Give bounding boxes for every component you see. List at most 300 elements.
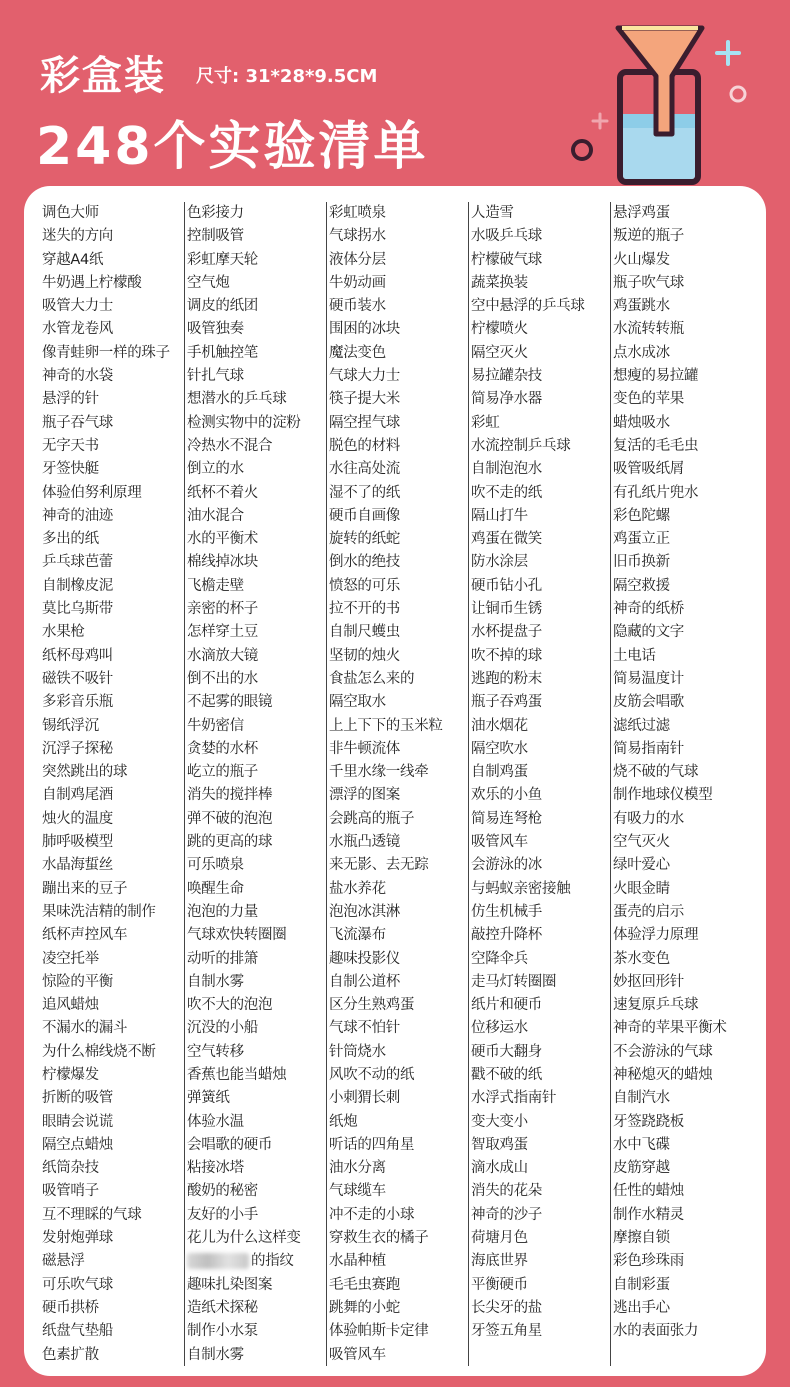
experiment-name: 水杯提盘子: [471, 624, 542, 641]
experiment-item: [187, 575, 326, 598]
experiment-name: 水果枪: [42, 624, 85, 641]
experiment-item: [329, 412, 468, 435]
experiment-name: 趣味扎染图案: [187, 1276, 273, 1293]
experiment-item: [42, 878, 184, 901]
experiment-item: [613, 1064, 752, 1087]
experiment-name: 彩色陀螺: [613, 507, 670, 524]
experiment-name: 穿越A4纸: [42, 251, 104, 268]
experiment-item: [329, 272, 468, 295]
experiment-name: 敲控升降杯: [471, 927, 542, 944]
experiment-item: [187, 1227, 326, 1250]
experiment-name: 神奇的苹果平衡术: [613, 1020, 727, 1037]
experiment-name: 小刺猬长刺: [329, 1090, 400, 1107]
experiment-item: [613, 295, 752, 318]
experiment-item: [42, 249, 184, 272]
experiment-name: 食盐怎么来的: [329, 670, 415, 687]
experiment-name: 油水分离: [329, 1160, 386, 1177]
experiment-name: 针筒烧水: [329, 1043, 386, 1060]
experiment-item: [187, 272, 326, 295]
experiment-item: [329, 924, 468, 947]
experiment-item: [187, 1274, 326, 1297]
experiment-name: 水吸乒乓球: [471, 228, 542, 245]
experiment-name: 听话的四角星: [329, 1136, 415, 1153]
experiment-item: [471, 249, 610, 272]
experiment-item: [471, 272, 610, 295]
experiment-name: 人造雪: [471, 205, 514, 221]
experiment-name: 牛奶动画: [329, 274, 386, 291]
experiment-name: 智取鸡蛋: [471, 1136, 528, 1153]
experiment-name: 蔬菜换装: [471, 274, 528, 291]
experiment-item: [471, 738, 610, 761]
experiment-name: 水中飞碟: [613, 1136, 670, 1153]
experiment-name: 动听的排箫: [187, 950, 258, 967]
experiment-item: [613, 621, 752, 644]
experiment-name: 变大变小: [471, 1113, 528, 1130]
experiment-name: 倒不出的水: [187, 670, 258, 687]
experiment-item: [329, 761, 468, 784]
experiment-name: 可乐吹气球: [42, 1276, 113, 1293]
experiment-name: 自制鸡蛋: [471, 764, 528, 781]
experiment-item: [187, 225, 326, 248]
experiment-item: [613, 971, 752, 994]
experiment-item: [613, 1017, 752, 1040]
experiment-item: [187, 854, 326, 877]
experiment-name: 惊险的平衡: [42, 973, 113, 990]
experiment-name: 水滴放大镜: [187, 647, 258, 664]
experiment-name: 水流转转瓶: [613, 321, 684, 338]
experiment-name: 硬币装水: [329, 298, 386, 315]
experiment-name: 鸡蛋跳水: [613, 298, 670, 315]
experiment-item: [329, 808, 468, 831]
experiment-name: 变色的苹果: [613, 391, 684, 408]
experiment-item: [42, 318, 184, 341]
experiment-item: [187, 1111, 326, 1134]
experiment-item: [42, 994, 184, 1017]
experiment-item: [42, 1344, 184, 1367]
experiment-item: [187, 1017, 326, 1040]
experiment-name: 坚韧的烛火: [329, 647, 400, 664]
experiment-item: [187, 878, 326, 901]
experiment-column-1: [42, 202, 184, 1366]
experiment-item: [471, 435, 610, 458]
experiment-name: 纸杯声控风车: [42, 927, 128, 944]
experiment-name: 肺呼吸模型: [42, 834, 113, 851]
experiment-item: [471, 1250, 610, 1273]
experiment-name: 速复原乒乓球: [613, 997, 699, 1014]
experiment-item: [187, 761, 326, 784]
experiment-item: [329, 482, 468, 505]
experiment-item: [471, 482, 610, 505]
experiment-name: 会唱歌的硬币: [187, 1136, 273, 1153]
experiment-name: 滴水成山: [471, 1160, 528, 1177]
experiment-name: 长尖牙的盐: [471, 1299, 542, 1316]
experiment-name: 空气灭火: [613, 834, 670, 851]
experiment-item: [613, 1180, 752, 1203]
experiment-item: [42, 225, 184, 248]
experiment-item: [42, 948, 184, 971]
experiment-name: 易拉罐杂技: [471, 368, 542, 385]
experiment-item: [613, 761, 752, 784]
experiment-item: [613, 528, 752, 551]
experiment-name: 体验浮力原理: [613, 927, 699, 944]
experiment-name: 神秘熄灭的蜡烛: [613, 1066, 713, 1083]
experiment-item: [329, 878, 468, 901]
experiment-item: [471, 225, 610, 248]
experiment-item: [613, 435, 752, 458]
experiment-name: 茶水变色: [613, 950, 670, 967]
experiment-item: [471, 528, 610, 551]
experiment-item: [613, 1297, 752, 1320]
experiment-item: [471, 1180, 610, 1203]
experiment-item: [613, 225, 752, 248]
experiment-item: [613, 575, 752, 598]
experiment-name: 消失的搅拌棒: [187, 787, 273, 804]
experiment-item: [187, 295, 326, 318]
experiment-name: 牛奶遇上柠檬酸: [42, 274, 142, 291]
experiment-item: [187, 388, 326, 411]
experiment-item: [329, 551, 468, 574]
experiment-item: [329, 1204, 468, 1227]
experiment-item: [613, 551, 752, 574]
experiment-item: [471, 1274, 610, 1297]
experiment-name: 弹不破的泡泡: [187, 810, 273, 827]
experiment-name: 来无影、去无踪: [329, 857, 429, 874]
experiment-item: [187, 412, 326, 435]
experiment-name: 牙签跷跷板: [613, 1113, 684, 1130]
experiment-item: [613, 1204, 752, 1227]
box-type-title: 彩盒装: [40, 53, 166, 99]
experiment-name: 拉不开的书: [329, 601, 400, 618]
experiment-item: [187, 994, 326, 1017]
experiment-item: [613, 878, 752, 901]
experiment-name: 自制橡皮泥: [42, 577, 113, 594]
funnel-beaker-icon: [560, 14, 760, 189]
experiment-name: 锡纸浮沉: [42, 717, 99, 734]
experiment-name: 果味洗洁精的制作: [42, 903, 156, 920]
experiment-name: 会跳高的瓶子: [329, 810, 415, 827]
experiment-name: 鸡蛋立正: [613, 531, 670, 548]
experiment-item: [329, 831, 468, 854]
experiment-item: [42, 388, 184, 411]
experiment-name: 体验帕斯卡定律: [329, 1323, 429, 1340]
experiment-name: 调皮的纸团: [187, 298, 258, 315]
experiment-item: [187, 1180, 326, 1203]
experiment-name: 发射炮弹球: [42, 1230, 113, 1247]
experiment-item: [42, 761, 184, 784]
experiment-name: 折断的吸管: [42, 1090, 113, 1107]
experiment-name: 千里水缘一线牵: [329, 764, 429, 781]
experiment-item: [329, 365, 468, 388]
experiment-name: 制作地球仪模型: [613, 787, 713, 804]
experiment-item: [329, 784, 468, 807]
experiment-name: 简易指南针: [613, 740, 684, 757]
experiment-item: [613, 948, 752, 971]
experiment-name: 色彩接力: [187, 205, 244, 221]
experiment-item: [187, 1064, 326, 1087]
experiment-item: [42, 924, 184, 947]
experiment-item: [187, 784, 326, 807]
experiment-name: 气球缆车: [329, 1183, 386, 1200]
experiment-item: [613, 784, 752, 807]
experiment-item: [471, 691, 610, 714]
experiment-name: 与蚂蚁亲密接触: [471, 880, 571, 897]
experiment-name: 跳舞的小蛇: [329, 1299, 400, 1316]
experiment-item: [187, 1134, 326, 1157]
experiment-name: 想瘦的易拉罐: [613, 368, 699, 385]
experiment-item: [613, 1250, 752, 1273]
experiment-item: [187, 482, 326, 505]
experiment-name: 空气炮: [187, 274, 230, 291]
experiment-name: 简易温度计: [613, 670, 684, 687]
experiment-item: [471, 924, 610, 947]
experiment-name: 复活的毛毛虫: [613, 437, 699, 454]
experiment-name: 土电话: [613, 647, 656, 664]
experiment-name: 自制尺蠖虫: [329, 624, 400, 641]
experiment-item: [471, 621, 610, 644]
experiment-name: 手机触控笔: [187, 344, 258, 361]
experiment-name: 色素扩散: [42, 1346, 99, 1363]
experiment-name: 悬浮的针: [42, 391, 99, 408]
experiment-item: [329, 1274, 468, 1297]
experiment-item: [471, 458, 610, 481]
experiment-name: 乒乓球芭蕾: [42, 554, 113, 571]
experiment-item: [329, 575, 468, 598]
experiment-name: 友好的小手: [187, 1206, 258, 1223]
experiment-name: 脱色的材料: [329, 437, 400, 454]
experiment-item: [187, 1087, 326, 1110]
experiment-name: 自制水雾: [187, 1346, 244, 1363]
experiment-name: 水往高处流: [329, 461, 400, 478]
experiment-item: [471, 1227, 610, 1250]
experiment-item: [329, 1320, 468, 1343]
experiment-name: 上上下下的玉米粒: [329, 717, 443, 734]
experiment-name: 神奇的沙子: [471, 1206, 542, 1223]
experiment-item: [471, 1111, 610, 1134]
experiment-item: [42, 831, 184, 854]
experiment-item: [471, 808, 610, 831]
experiment-item: [329, 691, 468, 714]
experiment-name: 仿生机械手: [471, 903, 542, 920]
experiment-name: 无字天书: [42, 437, 99, 454]
experiment-item: [329, 225, 468, 248]
experiment-item: [471, 575, 610, 598]
experiment-item: [329, 1297, 468, 1320]
experiment-name: 水流控制乒乓球: [471, 437, 571, 454]
experiment-item: [613, 924, 752, 947]
experiment-name: 花儿为什么这样变: [187, 1230, 301, 1247]
experiment-name: 牙签快艇: [42, 461, 99, 478]
experiment-name: 吹不大的泡泡: [187, 997, 273, 1014]
experiment-name: 多出的纸: [42, 531, 99, 548]
experiment-name: 追风蜡烛: [42, 997, 99, 1014]
experiment-item: [187, 924, 326, 947]
experiment-name: 莫比乌斯带: [42, 601, 113, 618]
experiment-name: 牛奶密信: [187, 717, 244, 734]
experiment-item: [613, 854, 752, 877]
experiment-item: [613, 458, 752, 481]
experiment-item: [42, 202, 184, 225]
experiment-item: [42, 435, 184, 458]
experiment-name: 可乐喷泉: [187, 857, 244, 874]
experiment-item: [329, 1227, 468, 1250]
experiment-name: 柠檬爆发: [42, 1066, 99, 1083]
experiment-name: 荷塘月色: [471, 1230, 528, 1247]
experiment-item: [187, 948, 326, 971]
experiment-item: [613, 202, 752, 225]
experiment-item: [42, 1134, 184, 1157]
experiment-item: [329, 249, 468, 272]
experiment-name: 简易连弩枪: [471, 810, 542, 827]
experiment-item: [187, 528, 326, 551]
experiment-item: [613, 1320, 752, 1343]
experiment-name: 消失的花朵: [471, 1183, 542, 1200]
experiment-name: 位移运水: [471, 1020, 528, 1037]
experiment-item: [329, 621, 468, 644]
experiment-name: 彩色珍珠雨: [613, 1253, 684, 1270]
experiment-item: [42, 458, 184, 481]
experiment-name: 火眼金睛: [613, 880, 670, 897]
experiment-name: 的指纹: [251, 1253, 294, 1270]
experiment-name: 水晶种植: [329, 1253, 386, 1270]
experiment-item: [329, 645, 468, 668]
experiment-item: [471, 854, 610, 877]
experiment-item: [613, 808, 752, 831]
experiment-item: [329, 1134, 468, 1157]
experiment-name: 吸管独奏: [187, 321, 244, 338]
experiment-item: [613, 318, 752, 341]
experiment-item: [329, 318, 468, 341]
experiment-item: [471, 598, 610, 621]
experiment-name: 气球拐水: [329, 228, 386, 245]
experiment-name: 纸杯母鸡叫: [42, 647, 113, 664]
experiment-name: 为什么棉线烧不断: [42, 1043, 156, 1060]
experiment-name: 神奇的纸桥: [613, 601, 684, 618]
experiment-item: [42, 668, 184, 691]
experiment-name: 皮筋穿越: [613, 1160, 670, 1177]
experiment-name: 湿不了的纸: [329, 484, 400, 501]
experiment-item: [42, 505, 184, 528]
experiment-item: [613, 342, 752, 365]
experiment-item: [42, 1250, 184, 1273]
experiment-item: [187, 808, 326, 831]
experiment-name: 海底世界: [471, 1253, 528, 1270]
experiment-name: 逃出手心: [613, 1299, 670, 1316]
experiment-item: [187, 621, 326, 644]
experiment-name: 互不理睬的气球: [42, 1206, 142, 1223]
experiment-item: [471, 1157, 610, 1180]
experiment-item: [329, 994, 468, 1017]
experiment-item: [187, 318, 326, 341]
experiment-name: 盐水养花: [329, 880, 386, 897]
experiment-item: [329, 598, 468, 621]
experiment-item: [187, 202, 326, 225]
experiment-name: 鸡蛋在微笑: [471, 531, 542, 548]
experiment-item: [613, 249, 752, 272]
experiment-item: [613, 505, 752, 528]
experiment-item: [613, 831, 752, 854]
experiment-item: [471, 948, 610, 971]
experiment-name: 硬币大翻身: [471, 1043, 542, 1060]
experiment-item: [613, 482, 752, 505]
experiment-name: 检测实物中的淀粉: [187, 414, 301, 431]
experiment-item: [471, 1297, 610, 1320]
experiment-name: 妙抠回形针: [613, 973, 684, 990]
experiment-item: [329, 295, 468, 318]
experiment-item: [471, 715, 610, 738]
experiment-item: [471, 388, 610, 411]
experiment-item: [329, 948, 468, 971]
experiment-name: 戳不破的纸: [471, 1066, 542, 1083]
experiment-name: 走马灯转圈圈: [471, 973, 557, 990]
experiment-name: 屹立的瓶子: [187, 764, 258, 781]
experiment-name: 隔空灭火: [471, 344, 528, 361]
experiment-column-5: [610, 202, 752, 1366]
experiment-name: 筷子提大米: [329, 391, 400, 408]
experiment-item: [471, 412, 610, 435]
experiment-name: 沉浮子探秘: [42, 740, 113, 757]
experiment-item: [187, 458, 326, 481]
experiment-item: [42, 598, 184, 621]
experiment-column-2: [184, 202, 326, 1366]
experiment-item: [42, 1111, 184, 1134]
experiment-name: 制作小水泵: [187, 1323, 258, 1340]
experiment-name: 气球不怕针: [329, 1020, 400, 1037]
experiment-item: [42, 621, 184, 644]
experiment-name: 水晶海蜇丝: [42, 857, 113, 874]
experiment-item: [42, 412, 184, 435]
experiment-item: [187, 342, 326, 365]
experiment-item: [329, 1064, 468, 1087]
experiment-name: 调色大师: [42, 205, 99, 221]
experiment-name: 愤怒的可乐: [329, 577, 400, 594]
experiment-name: 眼睛会说谎: [42, 1113, 113, 1130]
experiment-list-card: [24, 186, 766, 1376]
experiment-item: [613, 1134, 752, 1157]
experiment-item: [187, 598, 326, 621]
experiment-item: [613, 738, 752, 761]
experiment-list-title: 248个实验清单: [36, 117, 429, 177]
experiment-item: [471, 1087, 610, 1110]
experiment-name: 吹不走的纸: [471, 484, 542, 501]
experiment-name: 自制公道杯: [329, 973, 400, 990]
experiment-name: 倒立的水: [187, 461, 244, 478]
experiment-name: 区分生熟鸡蛋: [329, 997, 415, 1014]
experiment-item: [187, 901, 326, 924]
experiment-item: [329, 854, 468, 877]
experiment-name: 冷热水不混合: [187, 437, 273, 454]
experiment-item: [42, 715, 184, 738]
experiment-name: 隔空吹水: [471, 740, 528, 757]
experiment-name: 隔空救援: [613, 577, 670, 594]
experiment-item: [42, 1064, 184, 1087]
experiment-item: [329, 715, 468, 738]
experiment-item: [42, 1320, 184, 1343]
experiment-name: 彩虹: [471, 414, 500, 431]
experiment-name: 平衡硬币: [471, 1276, 528, 1293]
experiment-name: 隔空取水: [329, 694, 386, 711]
experiment-name: 飞流瀑布: [329, 927, 386, 944]
experiment-name: 神奇的油迹: [42, 507, 113, 524]
experiment-item: [471, 645, 610, 668]
experiment-name: 迷失的方向: [42, 228, 113, 245]
experiment-name: 像青蛙卵一样的珠子: [42, 344, 170, 361]
experiment-item: [613, 598, 752, 621]
experiment-name: 非牛顿流体: [329, 740, 400, 757]
experiment-name: 倒水的绝技: [329, 554, 400, 571]
experiment-name: 风吹不动的纸: [329, 1066, 415, 1083]
experiment-name: 烛火的温度: [42, 810, 113, 827]
experiment-name: 有孔纸片兜水: [613, 484, 699, 501]
